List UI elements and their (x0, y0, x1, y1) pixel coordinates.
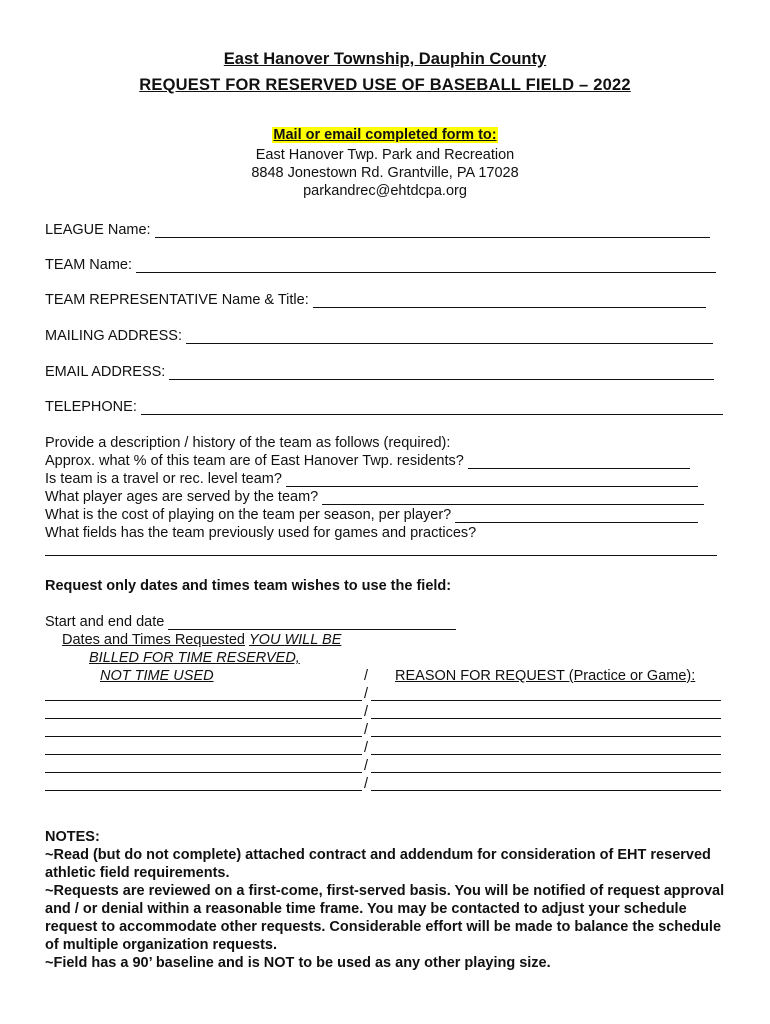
league-label: LEAGUE Name: (45, 222, 151, 238)
q3-label: What player ages are served by the team? (45, 489, 319, 505)
request-reason-blank[interactable] (371, 790, 721, 791)
q2-label: Is team is a travel or rec. level team? (45, 471, 282, 487)
row-divider: / (364, 704, 369, 720)
league-blank[interactable] (155, 224, 710, 238)
dates-requested-line-1: Dates and Times Requested YOU WILL BE (62, 632, 342, 648)
q1-row (45, 453, 690, 469)
start-end-row (45, 614, 456, 630)
form-title: REQUEST FOR RESERVED USE OF BASEBALL FIELD – 2022 (139, 76, 631, 94)
q4-row (45, 507, 698, 523)
request-reason-blank[interactable] (371, 736, 721, 737)
row-divider: / (364, 740, 369, 756)
phone-field-row (45, 399, 723, 415)
row-divider: / (364, 758, 369, 774)
email-blank[interactable] (169, 366, 714, 380)
column-divider: / (364, 668, 369, 684)
row-divider: / (364, 722, 369, 738)
note-first-come: ~Requests are reviewed on a first-come, first-served basis. You will be notified of request approval and / or denial within a reasonable time frame. You may be contacted to adjust your schedule request to accommodate other requests. Considerable effort will be made to balance the schedule of multiple organization requests. (45, 883, 725, 953)
mailing-label: MAILING ADDRESS: (45, 328, 182, 344)
row-divider: / (364, 776, 369, 792)
phone-label: TELEPHONE: (45, 399, 137, 415)
note-contract: ~Read (but do not complete) attached contract and addendum for consideration of EHT reserved athletic field requirements. (45, 847, 711, 881)
mail-address-line-1: East Hanover Twp. Park and Recreation (255, 147, 515, 163)
reason-header: REASON FOR REQUEST (Practice or Game): (395, 668, 696, 684)
q2-row (45, 471, 698, 487)
email-field-row (45, 364, 714, 380)
q4-blank[interactable] (455, 509, 698, 523)
mail-heading: Mail or email completed form to: (273, 127, 497, 143)
request-reason-blank[interactable] (371, 700, 721, 701)
row-divider: / (364, 686, 369, 702)
q3-row (45, 489, 704, 505)
phone-blank[interactable] (141, 401, 723, 415)
q4-label: What is the cost of playing on the team per season, per player? (45, 507, 452, 523)
request-reason-blank[interactable] (371, 772, 721, 773)
description-intro: Provide a description / history of the team as follows (required): (45, 435, 451, 451)
mail-email: parkandrec@ehtdcpa.org (303, 183, 467, 199)
notes-heading: NOTES: (45, 829, 100, 845)
league-field-row (45, 222, 710, 238)
team-field-row (45, 257, 716, 273)
start-end-blank[interactable] (168, 616, 456, 630)
request-date-blank[interactable] (45, 718, 362, 719)
q1-label: Approx. what % of this team are of East Hanover Twp. residents? (45, 453, 464, 469)
rep-field-row (45, 292, 706, 308)
q5-label: What fields has the team previously used for games and practices? (45, 525, 477, 541)
q3-blank[interactable] (322, 491, 704, 505)
q5-blank[interactable] (45, 555, 717, 556)
rep-label: TEAM REPRESENTATIVE Name & Title: (45, 292, 309, 308)
q2-blank[interactable] (286, 473, 698, 487)
notes-section (45, 828, 735, 972)
mail-address-line-2: 8848 Jonestown Rd. Grantville, PA 17028 (251, 165, 519, 181)
request-heading: Request only dates and times team wishes to use the field: (45, 578, 452, 594)
dates-requested-line-3: NOT TIME USED (100, 668, 214, 684)
email-label: EMAIL ADDRESS: (45, 364, 166, 380)
team-blank[interactable] (136, 259, 716, 273)
request-date-blank[interactable] (45, 736, 362, 737)
request-date-blank[interactable] (45, 772, 362, 773)
team-label: TEAM Name: (45, 257, 133, 273)
dates-requested-line-2: BILLED FOR TIME RESERVED, (89, 650, 300, 666)
start-end-label: Start and end date (45, 614, 165, 630)
request-date-blank[interactable] (45, 754, 362, 755)
note-baseline: ~Field has a 90’ baseline and is NOT to be used as any other playing size. (45, 955, 551, 971)
request-reason-blank[interactable] (371, 718, 721, 719)
request-date-blank[interactable] (45, 790, 362, 791)
rep-blank[interactable] (313, 294, 706, 308)
mailing-blank[interactable] (186, 330, 713, 344)
q1-blank[interactable] (468, 455, 690, 469)
mailing-field-row (45, 328, 713, 344)
township-title: East Hanover Township, Dauphin County (223, 50, 547, 68)
request-reason-blank[interactable] (371, 754, 721, 755)
request-date-blank[interactable] (45, 700, 362, 701)
